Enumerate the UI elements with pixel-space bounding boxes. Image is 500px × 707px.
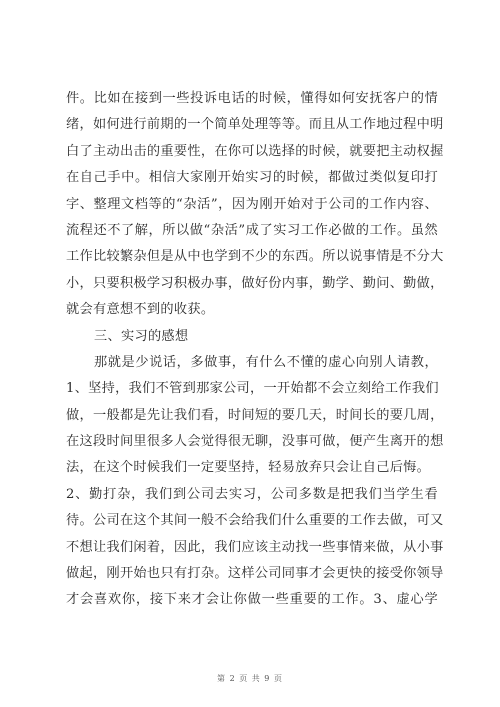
page-number-footer: 第 2 页 共 9 页 [217,674,283,683]
text-line: 待。公司在这个其间一般不会给我们什么重要的工作去做，可又 [66,513,444,529]
text-line: 法，在这个时候我们一定要坚持，轻易放弃只会让自己后悔。 [66,460,431,476]
text-line: 1、坚持，我们不管到那家公司，一开始都不会立刻给工作我们 [66,381,439,397]
text-line: 2、勤打杂，我们到公司去实习，公司多数是把我们当学生看 [66,486,438,502]
text-line: 那就是少说话，多做事，有什么不懂的虚心向别人请教， [94,354,438,370]
text-line: 就会有意想不到的收获。 [66,302,215,318]
text-line: 件。比如在接到一些投诉电话的时候，懂得如何安抚客户的情 [66,91,438,106]
text-line: 字、整理文档等的“杂活”，因为刚开始对于公司的工作内容、 [66,196,438,212]
text-line: 小，只要积极学习积极办事，做好份内事，勤学、勤问、勤做， [66,275,444,291]
text-line: 才会喜欢你，接下来才会让你做一些重要的工作。3、虚心学 [66,592,438,608]
text-line: 在这段时间里很多人会觉得很无聊，没事可做，便产生离开的想 [66,434,444,450]
text-line: 工作比较繁杂但是从中也学到不少的东西。所以说事情是不分大 [66,249,444,265]
text-line: 流程还不了解，所以做“杂活”成了实习工作必做的工作。虽然 [66,222,438,238]
text-line: 在自己手中。相信大家刚开始实习的时候，都做过类似复印打 [66,170,438,186]
text-line: 做，一般都是先让我们看，时间短的要几天，时间长的要几周， [66,407,444,423]
section-heading: 三、实习的感想 [94,328,189,344]
text-line: 白了主动出击的重要性，在你可以选择的时候，就要把主动权握 [66,143,444,159]
text-line: 不想让我们闲着，因此，我们应该主动找一些事情来做，从小事 [66,539,444,555]
body-text [66,86,444,614]
text-line: 绪，如何进行前期的一个简单处理等等。而且从工作地过程中明 [66,117,444,133]
text-line: 做起，刚开始也只有打杂。这样公司同事才会更快的接受你领导 [66,566,444,582]
